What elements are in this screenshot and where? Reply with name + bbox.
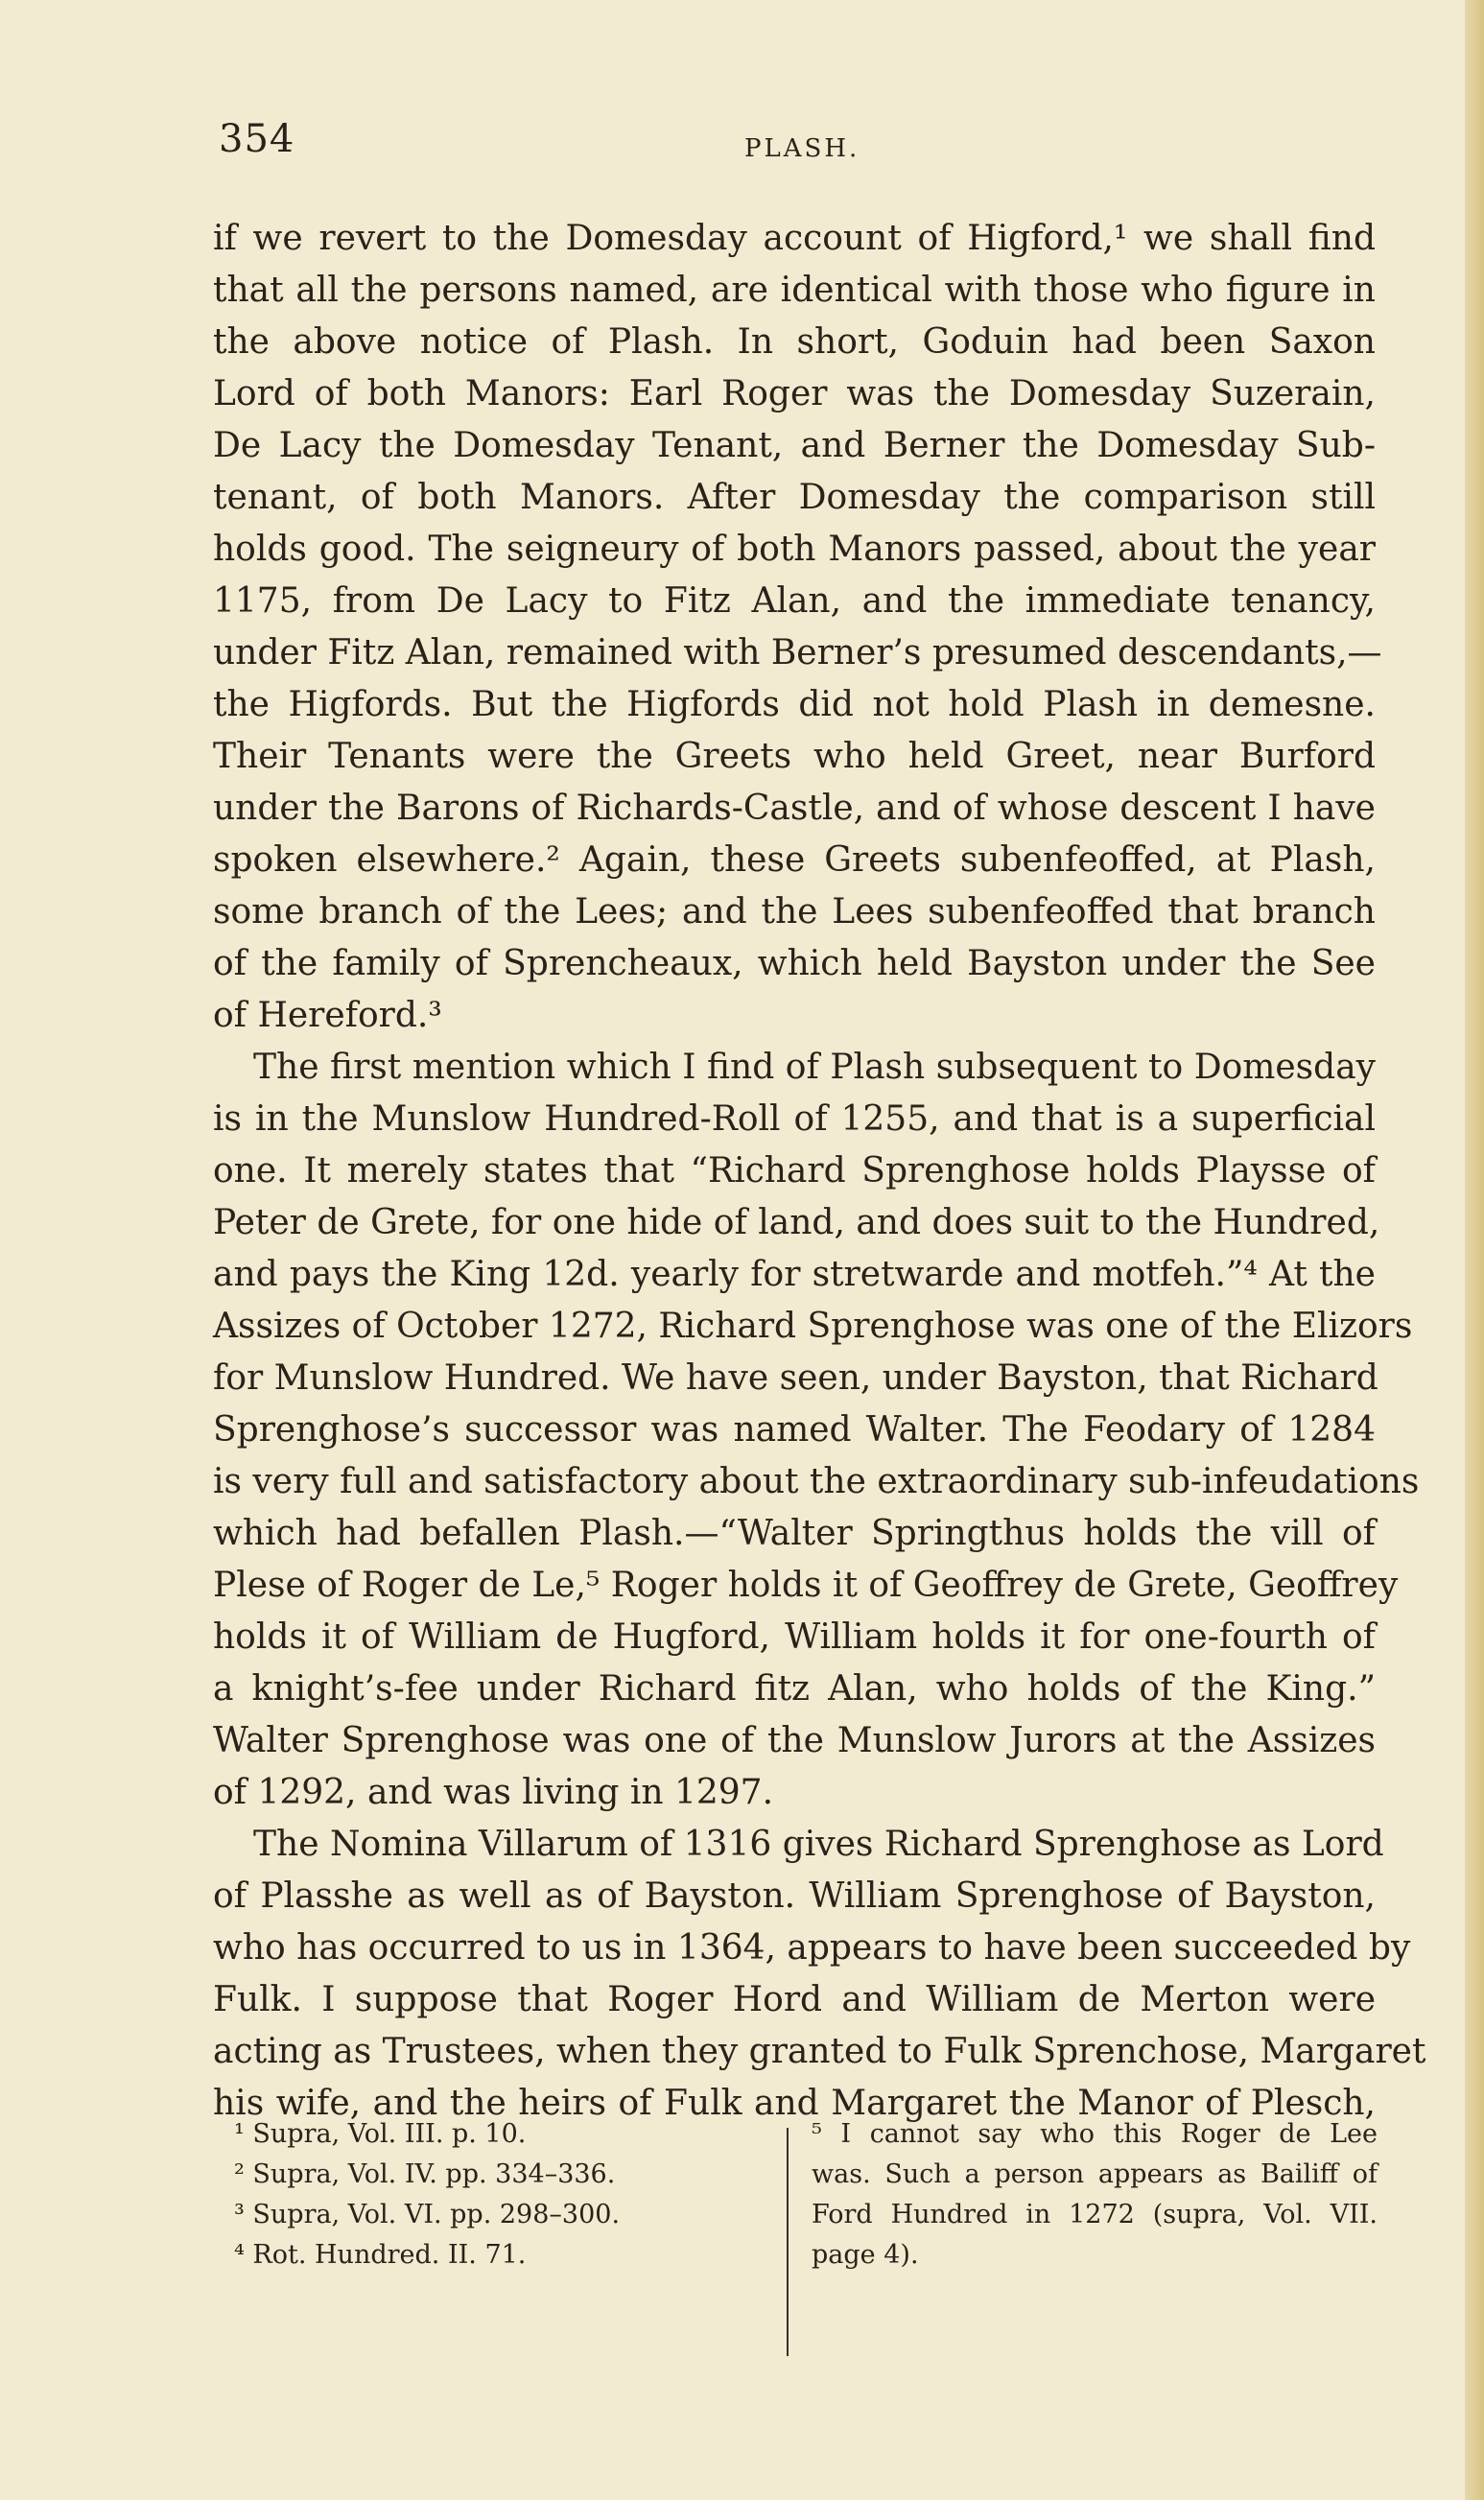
body-line: is in the Munslow Hundred-Roll of 1255, and that is a superficial [213, 1099, 1376, 1139]
body-line: De Lacy the Domesday Tenant, and Berner the Domesday Sub- [213, 426, 1376, 465]
body-line: is very full and satisfactory about the extraordinary sub-infeudations [213, 1462, 1420, 1501]
footnote-line: was. Such a person appears as Bailiff of [812, 2159, 1378, 2189]
footnote: ³ Supra, Vol. VI. pp. 298–300. [234, 2200, 621, 2229]
body-line: which had befallen Plash.—“Walter Springthus holds the vill of [213, 1514, 1376, 1553]
footnote-line: page 4). [812, 2240, 919, 2270]
body-line: and pays the King 12d. yearly for stretwarde and motfeh.”⁴ At the [213, 1255, 1376, 1294]
body-line: 1175, from De Lacy to Fitz Alan, and the immediate tenancy, [213, 581, 1376, 621]
running-head: PLASH. [744, 134, 860, 163]
body-line: of the family of Sprencheaux, which held Bayston under the See [213, 944, 1376, 983]
page-number: 354 [219, 117, 295, 161]
body-line: holds good. The seigneury of both Manors passed, about the year [213, 530, 1376, 569]
footnote-divider [787, 2128, 789, 2356]
body-line: who has occurred to us in 1364, appears to have been succeeded by [213, 1928, 1411, 1968]
body-line: one. It merely states that “Richard Sprenghose holds Playsse of [213, 1151, 1376, 1191]
body-line: Lord of both Manors: Earl Roger was the Domesday Suzerain, [213, 374, 1376, 413]
footnote-line: Ford Hundred in 1272 (supra, Vol. VII. [812, 2200, 1378, 2229]
body-line: for Munslow Hundred. We have seen, under Bayston, that Richard [213, 1358, 1378, 1398]
body-text [213, 213, 1426, 2130]
footnote: ¹ Supra, Vol. III. p. 10. [234, 2119, 527, 2149]
footnotes-left-column [234, 2114, 771, 2276]
body-line: The Nomina Villarum of 1316 gives Richard Sprenghose as Lord [253, 1825, 1384, 1864]
footnotes-right-column [812, 2114, 1378, 2276]
body-line: Plese of Roger de Le,⁵ Roger holds it of Geoffrey de Grete, Geoffrey [213, 1566, 1399, 1605]
body-line: acting as Trustees, when they granted to Fulk Sprenchose, Margaret [213, 2032, 1426, 2071]
body-line: Their Tenants were the Greets who held Greet, near Burford [213, 737, 1376, 776]
body-line: that all the persons named, are identical with those who figure in [213, 271, 1376, 310]
body-line: some branch of the Lees; and the Lees subenfeoffed that branch [213, 892, 1376, 932]
body-line: holds it of William de Hugford, William holds it for one-fourth of [213, 1617, 1376, 1657]
body-line: under the Barons of Richards-Castle, and of whose descent I have [213, 789, 1376, 828]
body-line: of Hereford.³ [213, 996, 442, 1035]
body-line: if we revert to the Domesday account of Higford,¹ we shall find [213, 219, 1376, 258]
body-line: The first mention which I find of Plash subsequent to Domesday [253, 1048, 1376, 1087]
body-line: Assizes of October 1272, Richard Sprenghose was one of the Elizors [213, 1307, 1413, 1346]
body-line: Peter de Grete, for one hide of land, and does suit to the Hundred, [213, 1203, 1380, 1242]
body-line: tenant, of both Manors. After Domesday the comparison still [213, 478, 1376, 517]
body-line: Fulk. I suppose that Roger Hord and William de Merton were [213, 1980, 1376, 2019]
footnote-line: ⁵ I cannot say who this Roger de Lee [812, 2119, 1378, 2149]
body-line: of 1292, and was living in 1297. [213, 1773, 774, 1812]
body-line: Sprenghose’s successor was named Walter. The Feodary of 1284 [213, 1410, 1376, 1450]
body-line: Walter Sprenghose was one of the Munslow Jurors at the Assizes [213, 1721, 1376, 1760]
body-line: the above notice of Plash. In short, Goduin had been Saxon [213, 322, 1376, 362]
body-line: under Fitz Alan, remained with Berner’s presumed descendants,— [213, 633, 1382, 672]
footnote: ² Supra, Vol. IV. pp. 334–336. [234, 2159, 616, 2189]
footnote: ⁴ Rot. Hundred. II. 71. [234, 2240, 527, 2270]
body-line: a knight’s-fee under Richard fitz Alan, who holds of the King.” [213, 1669, 1376, 1709]
body-line: the Higfords. But the Higfords did not hold Plash in demesne. [213, 685, 1376, 724]
paper-edge [1465, 0, 1484, 2500]
body-line: his wife, and the heirs of Fulk and Margaret the Manor of Plesch, [213, 2084, 1376, 2123]
body-line: of Plasshe as well as of Bayston. William Sprenghose of Bayston, [213, 1876, 1376, 1916]
body-line: spoken elsewhere.² Again, these Greets subenfeoffed, at Plash, [213, 840, 1376, 880]
